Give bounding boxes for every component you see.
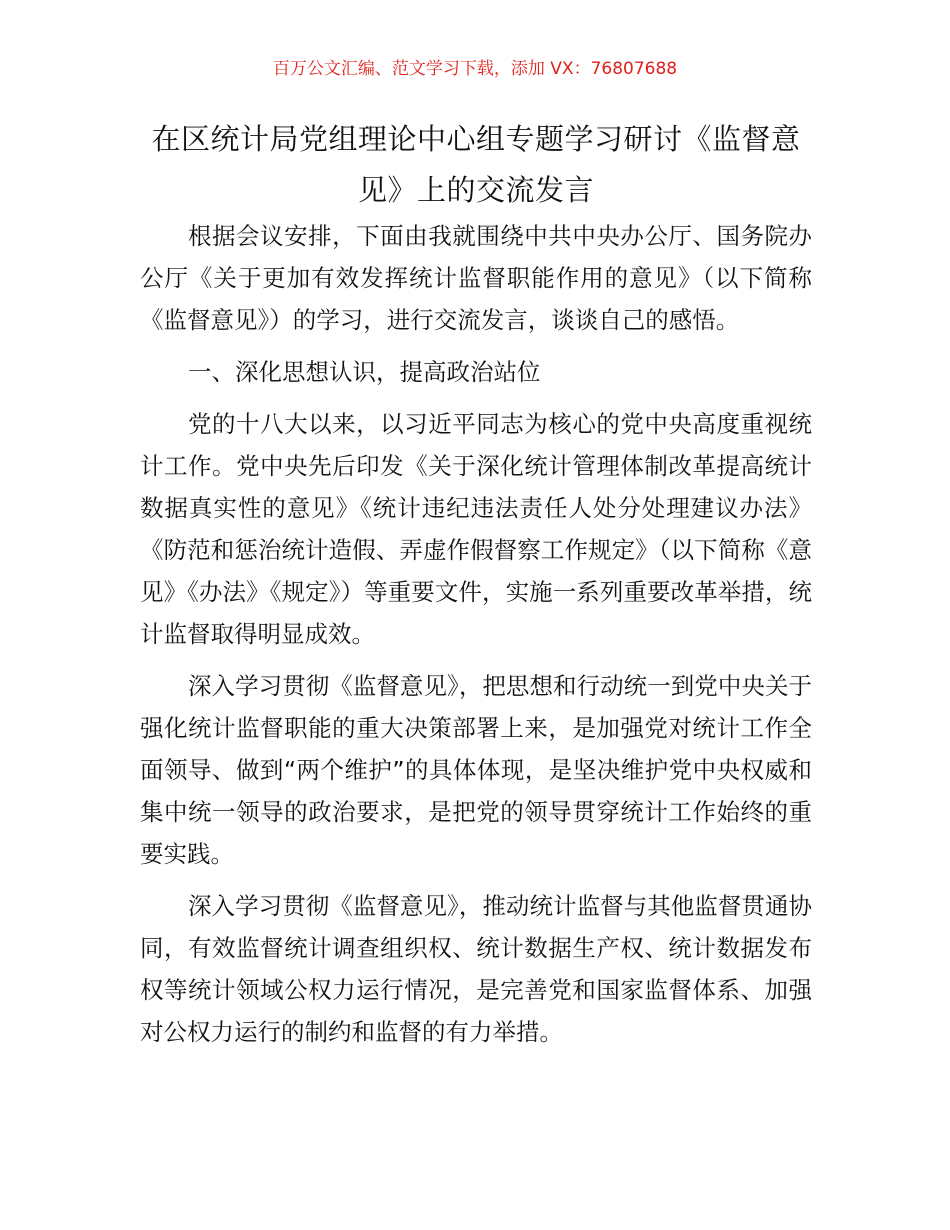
body-paragraph: 深入学习贯彻《监督意见》，把思想和行动统一到党中央关于强化统计监督职能的重大决策部署上来，是加强党对统计工作全面领导、做到“两个维护”的具体体现，是坚决维护党中央权威和集中统一领导的政治要求，是把党的领导贯穿统计工作始终的重要实践。 <box>140 672 812 868</box>
document-body <box>140 215 812 1053</box>
body-paragraph: 深入学习贯彻《监督意见》，推动统计监督与其他监督贯通协同，有效监督统计调查组织权、统计数据生产权、统计数据发布权等统计领域公权力运行情况，是完善党和国家监督体系、加强对公权力运行的制约和监督的有力举措。 <box>140 892 812 1046</box>
section-heading: 一、深化思想认识，提高政治站位 <box>188 358 541 386</box>
intro-paragraph: 根据会议安排，下面由我就围绕中共中央办公厅、国务院办公厅《关于更加有效发挥统计监督职能作用的意见》（以下简称《监督意见》）的学习，进行交流发言，谈谈自己的感悟。 <box>140 222 812 334</box>
body-paragraph: 党的十八大以来，以习近平同志为核心的党中央高度重视统计工作。党中央先后印发《关于深化统计管理体制改革提高统计数据真实性的意见》《统计违纪违法责任人处分处理建议办法》《防范和惩治统计造假、弄虚作假督察工作规定》（以下简称《意见》《办法》《规定》）等重要文件，实施一系列重要改革举措，统计监督取得明显成效。 <box>140 410 812 648</box>
watermark-banner: 百万公文汇编、范文学习下载，添加 VX：76807688 <box>272 59 678 79</box>
document-title: 在区统计局党组理论中心组专题学习研讨《监督意见》上的交流发言 <box>151 122 801 207</box>
